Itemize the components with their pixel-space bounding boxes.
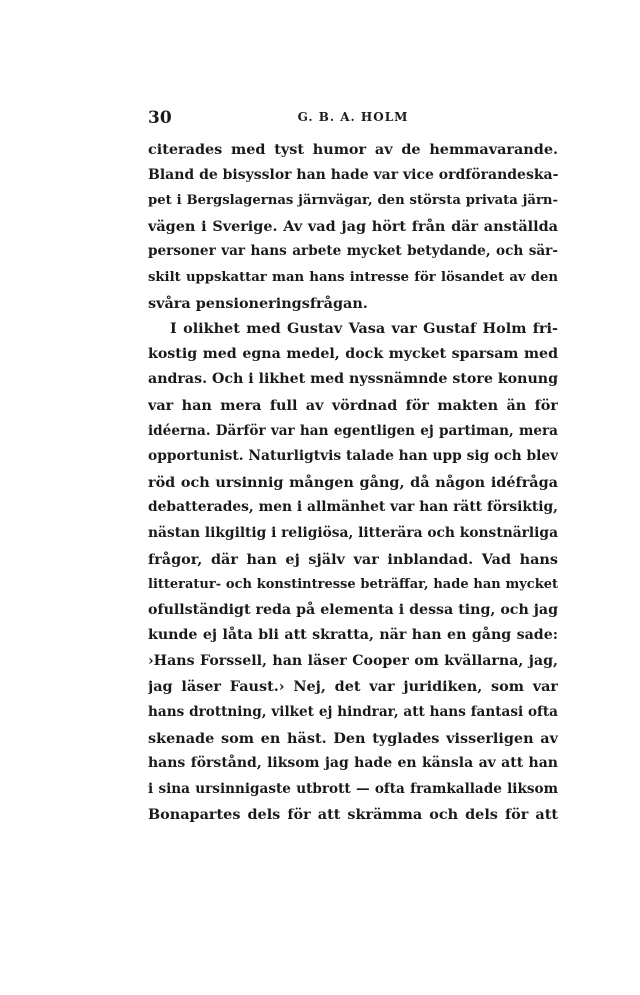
text-line: kostig med egna medel, dock mycket sparsam med [148,345,558,362]
text-line: hans drottning, vilket ej hindrar, att hans fantasi ofta [148,704,558,721]
text-line: pet i Bergslagernas järnvägar, den största privata järn- [148,193,558,209]
text-line: röd och ursinnig mången gång, då någon idéfråga [148,473,558,491]
text-line: personer var hans arbete mycket betydande, och sär- [148,243,558,260]
page-header [148,108,558,130]
text-line: ofullständigt reda på elementa i dessa ting, och jag [148,601,558,618]
text-line: Bonapartes dels för att skrämma och dels för att [148,806,558,824]
text-line: andras. Och i likhet med nyssnämnde store konung [148,371,558,388]
running-head: G. B. A. HOLM [297,110,409,124]
text-line: svåra pensioneringsfrågan. [148,294,368,312]
text-line: opportunist. Naturligtvis talade han upp sig och blev [148,448,558,465]
text-line: var han mera full av vördnad för makten än för [148,396,558,414]
text-line: skilt uppskattar man hans intresse för lösandet av den [148,269,558,285]
text-line: frågor, där han ej själv var inblandad. Vad hans [148,550,558,568]
text-line: citerades med tyst humor av de hemmavarande. [148,141,558,158]
page-number: 30 [148,108,172,128]
text-line: litteratur- och konstintresse beträffar, hade han mycket [148,577,558,593]
text-line: Bland de bisysslor han hade var vice ordförandeska- [148,166,558,183]
text-line: hans förstånd, liksom jag hade en känsla av att han [148,755,558,772]
text-line: nästan likgiltig i religiösa, litterära och konstnärliga [148,524,558,541]
text-line: kunde ej låta bli att skratta, när han en gång sade: [148,627,558,644]
body-text [148,137,558,828]
text-line: i sina ursinnigaste utbrott — ofta framkallade liksom [148,780,558,797]
text-line: I olikhet med Gustav Vasa var Gustaf Holm fri- [170,320,558,338]
text-line: ›Hans Forssell, han läser Cooper om kvällarna, jag, [148,652,558,669]
text-line: idéerna. Därför var han egentligen ej partiman, mera [148,422,558,439]
text-line: jag läser Faust.› Nej, det var juridiken, som var [148,678,558,696]
text-line: debatterades, men i allmänhet var han rätt försiktig, [148,499,558,516]
text-line: skenade som en häst. Den tyglades visserligen av [148,729,558,747]
text-line: vägen i Sverige. Av vad jag hört från där anställda [148,217,558,235]
